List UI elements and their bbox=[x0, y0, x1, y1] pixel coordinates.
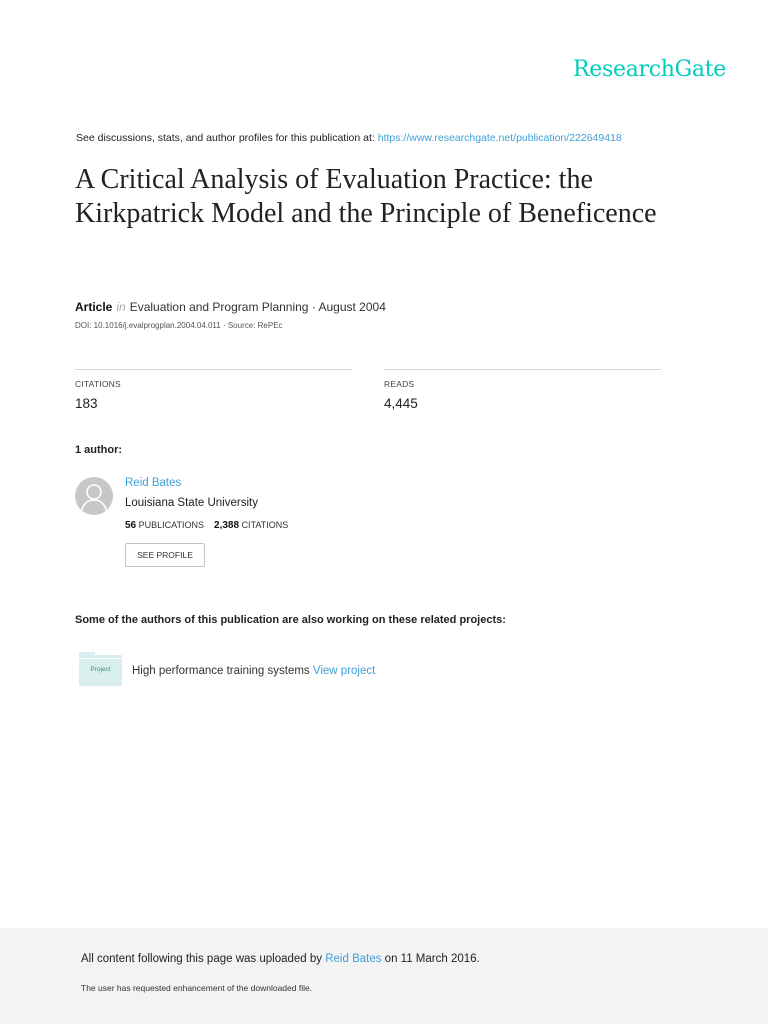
author-stats bbox=[125, 520, 288, 531]
citations-value: 183 bbox=[75, 396, 98, 411]
uploader-link[interactable]: Reid Bates bbox=[325, 953, 382, 965]
reads-value: 4,445 bbox=[384, 396, 418, 411]
journal-date: Evaluation and Program Planning · August 2004 bbox=[129, 300, 386, 314]
upload-note bbox=[81, 953, 480, 965]
publication-type: Article bbox=[75, 300, 113, 314]
author-publications-label: PUBLICATIONS bbox=[138, 520, 204, 530]
meta-in-label: in bbox=[116, 300, 126, 314]
enhancement-note: The user has requested enhancement of the downloaded file. bbox=[81, 983, 313, 993]
author-publications-count: 56 bbox=[125, 520, 137, 531]
publication-title: A Critical Analysis of Evaluation Practice: the Kirkpatrick Model and the Principle of Beneficence bbox=[75, 164, 657, 229]
upload-prefix: All content following this page was uploaded by bbox=[81, 953, 326, 965]
avatar[interactable] bbox=[75, 477, 113, 515]
publication-meta bbox=[75, 300, 386, 314]
citations-label: CITATIONS bbox=[75, 379, 121, 389]
project-folder-icon[interactable] bbox=[79, 652, 122, 686]
author-citations-count: 2,388 bbox=[214, 520, 240, 531]
project-row bbox=[132, 665, 375, 677]
citations-divider bbox=[75, 369, 352, 370]
author-name-link[interactable]: Reid Bates bbox=[125, 477, 182, 489]
project-name: High performance training systems bbox=[132, 665, 313, 677]
footer-panel bbox=[0, 928, 768, 1024]
related-projects-heading: Some of the authors of this publication are also working on these related projects: bbox=[75, 614, 506, 626]
discussion-line bbox=[76, 132, 622, 144]
researchgate-logo[interactable]: ResearchGate bbox=[573, 57, 726, 82]
upload-suffix: on 11 March 2016. bbox=[381, 953, 480, 965]
reads-divider bbox=[384, 369, 661, 370]
discussion-text: See discussions, stats, and author profiles for this publication at: bbox=[76, 132, 378, 144]
authors-heading: 1 author: bbox=[75, 444, 123, 456]
publication-url-link[interactable]: https://www.researchgate.net/publication/222649418 bbox=[377, 132, 622, 144]
view-project-link[interactable]: View project bbox=[312, 665, 376, 677]
doi-source: DOI: 10.1016/j.evalprogplan.2004.04.011 · Source: RePEc bbox=[75, 321, 283, 330]
project-icon-label: Project bbox=[90, 666, 111, 673]
author-citations-label: CITATIONS bbox=[241, 520, 289, 530]
reads-label: READS bbox=[384, 379, 415, 389]
author-institution: Louisiana State University bbox=[125, 497, 258, 509]
see-profile-button[interactable]: SEE PROFILE bbox=[125, 543, 205, 567]
user-silhouette-icon bbox=[75, 477, 113, 515]
